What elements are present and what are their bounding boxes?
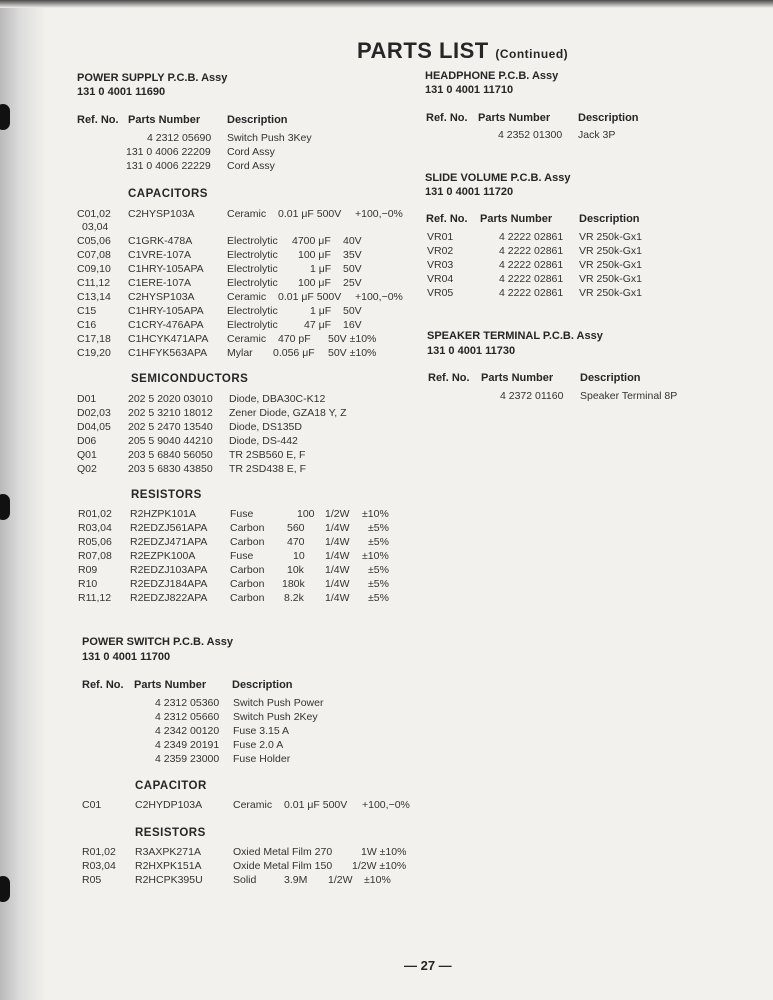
header-ref-no: Ref. No. [428,372,470,384]
table-cell: 1/4W [325,592,350,604]
table-cell: Ceramic [233,799,273,811]
table-cell: Electrolytic [227,235,278,247]
table-cell: Fuse [230,550,254,562]
table-cell: 4 2222 02861 [499,259,564,271]
table-cell: 4 2312 05660 [155,711,220,723]
table-cell: TR 2SB560 E, F [229,449,306,461]
speaker-terminal-title: SPEAKER TERMINAL P.C.B. Assy [427,330,603,342]
table-cell: VR 250k-Gx1 [579,287,643,299]
headphone-title: HEADPHONE P.C.B. Assy [425,70,559,82]
table-cell: 16V [343,319,362,331]
table-cell: VR01 [427,231,454,243]
table-cell: 1 μF [310,263,332,275]
table-cell: Q01 [77,449,97,461]
table-cell: R05,06 [78,536,112,548]
table-cell: +100,−0% [355,291,403,303]
table-cell: 131 0 4006 22209 [126,146,211,158]
table-cell: Carbon [230,592,265,604]
speaker-terminal-code: 131 0 4001 11730 [427,345,516,357]
table-cell: C05,06 [77,235,111,247]
header-parts-number: Parts Number [128,114,201,126]
table-cell: R2EDZJ561APA [130,522,208,534]
table-cell: 4 2222 02861 [499,287,564,299]
page-top-shadow [0,0,773,8]
table-cell: 100 μF [298,249,331,261]
table-cell: R03,04 [82,860,116,872]
table-cell: ±5% [368,522,389,534]
header-description: Description [227,114,288,126]
table-cell: 3.9M [284,874,308,886]
table-cell: VR 250k-Gx1 [579,231,643,243]
table-cell: C01 [82,799,102,811]
table-cell: VR 250k-Gx1 [579,259,643,271]
table-cell: 202 5 2020 03010 [128,393,213,405]
table-cell: Fuse Holder [233,753,291,765]
table-cell: R01,02 [78,508,112,520]
binder-hole [0,494,10,520]
table-cell: 100 [297,508,315,520]
table-cell: 0.01 μF 500V [278,208,342,220]
table-cell: ±10% [362,508,389,520]
table-cell: 10 [293,550,305,562]
table-cell: 40V [343,235,362,247]
table-cell: C11,12 [77,277,111,289]
table-cell: 203 5 6840 56050 [128,449,213,461]
table-cell: C1HRY-105APA [128,305,204,317]
slide-volume-code: 131 0 4001 11720 [425,186,514,198]
table-cell: 1/4W [325,550,350,562]
table-cell: R2EZPK100A [130,550,196,562]
table-cell: 560 [287,522,305,534]
binder-hole [0,104,10,130]
capacitors-heading: CAPACITORS [128,188,208,200]
slide-volume-title: SLIDE VOLUME P.C.B. Assy [425,172,571,184]
table-cell: 1/2W ±10% [352,860,407,872]
table-cell: Carbon [230,578,265,590]
table-cell: C1ERE-107A [128,277,192,289]
table-cell: 10k [287,564,304,576]
table-cell: 1/2W [325,508,350,520]
table-cell: 4 2312 05360 [155,697,220,709]
semiconductors-heading: SEMICONDUCTORS [131,373,249,385]
table-cell: R05 [82,874,102,886]
table-cell: 4 2372 01160 [500,390,564,402]
table-cell: 4 2359 23000 [155,753,220,765]
table-cell: 4 2222 02861 [499,273,564,285]
table-cell: 470 [287,536,305,548]
table-cell: R2EDZJ103APA [130,564,208,576]
binder-hole [0,876,10,902]
table-cell: C1HFYK563APA [128,347,208,359]
table-cell: C09,10 [77,263,111,275]
power-switch-code: 131 0 4001 11700 [82,651,171,663]
table-cell: C01,02 [77,208,111,220]
table-cell: ±5% [368,536,389,548]
table-cell: Zener Diode, GZA18 Y, Z [229,407,347,419]
table-cell: 1/2W [328,874,353,886]
table-cell: Q02 [77,463,97,475]
table-cell: 50V ±10% [328,347,377,359]
header-description: Description [579,213,640,225]
table-cell: ±5% [368,578,389,590]
table-cell: 4 2222 02861 [499,245,564,257]
table-cell: 4 2352 01300 [498,129,563,141]
table-cell: Fuse [230,508,254,520]
table-cell: R11,12 [78,592,112,604]
table-cell: Oxide Metal Film 150 [233,860,333,872]
table-cell: Diode, DS-442 [229,435,298,447]
table-cell: C15 [77,305,97,317]
table-cell: R2EDZJ184APA [130,578,208,590]
table-cell: ±10% [362,550,389,562]
table-cell: C2HYDP103A [135,799,203,811]
table-cell: R2EDZJ471APA [130,536,208,548]
table-cell: R01,02 [82,846,116,858]
table-cell: Oxied Metal Film 270 [233,846,333,858]
resistors-heading: RESISTORS [135,827,206,839]
table-cell: VR05 [427,287,454,299]
table-cell: 131 0 4006 22229 [126,160,211,172]
table-cell: R07,08 [78,550,112,562]
power-switch-title: POWER SWITCH P.C.B. Assy [82,636,233,648]
table-cell: 205 5 9040 44210 [128,435,213,447]
table-cell: R2HXPK151A [135,860,202,872]
capacitor-heading: CAPACITOR [135,780,207,792]
table-cell: R2EDZJ822APA [130,592,208,604]
table-cell: Ceramic [227,333,267,345]
table-cell: C2HYSP103A [128,208,195,220]
table-cell: 4 2349 20191 [155,739,220,751]
table-cell: Cord Assy [227,146,275,158]
table-cell: 470 pF [278,333,311,345]
table-cell: C07,08 [77,249,111,261]
table-cell: 4 2312 05690 [147,132,212,144]
table-cell: R2HZPK101A [130,508,196,520]
table-cell: Electrolytic [227,249,278,261]
table-cell: C2HYSP103A [128,291,195,303]
table-cell: Switch Push Power [233,697,324,709]
table-cell: C1CRY-476APA [128,319,204,331]
table-cell: C1GRK-478A [128,235,193,247]
table-cell: Electrolytic [227,263,278,275]
header-parts-number: Parts Number [480,213,553,225]
table-cell: 4 2222 02861 [499,231,564,243]
table-cell: 0.056 μF [273,347,315,359]
header-parts-number: Parts Number [134,679,207,691]
page-title: PARTS LIST (Continued) [357,38,569,63]
table-cell: 0.01 μF 500V [284,799,348,811]
page-number: — 27 — [404,958,452,973]
table-cell: D06 [77,435,97,447]
table-cell: C1HCYK471APA [128,333,209,345]
table-cell: VR 250k-Gx1 [579,245,643,257]
table-cell: 100 μF [298,277,331,289]
table-cell: 25V [343,277,362,289]
table-cell: Fuse 2.0 A [233,739,284,751]
table-cell: 203 5 6830 43850 [128,463,213,475]
table-cell: Fuse 3.15 A [233,725,290,737]
table-cell: C1HRY-105APA [128,263,204,275]
table-cell: Cord Assy [227,160,275,172]
table-cell: VR04 [427,273,454,285]
table-cell: Electrolytic [227,305,278,317]
table-cell: 202 5 3210 18012 [128,407,213,419]
table-cell: 1/4W [325,536,350,548]
table-cell: VR03 [427,259,454,271]
table-cell: TR 2SD438 E, F [229,463,307,475]
header-ref-no: Ref. No. [82,679,124,691]
table-cell: VR02 [427,245,454,257]
table-cell: Carbon [230,564,265,576]
table-cell: ±5% [368,592,389,604]
header-ref-no: Ref. No. [426,213,468,225]
header-ref-no: Ref. No. [77,114,119,126]
table-cell: 1 μF [310,305,332,317]
header-ref-no: Ref. No. [426,112,468,124]
table-cell: VR 250k-Gx1 [579,273,643,285]
table-cell: R03,04 [78,522,112,534]
headphone-code: 131 0 4001 11710 [425,84,514,96]
table-cell: 8.2k [284,592,304,604]
table-cell: 50V [343,305,362,317]
table-cell: C1VRE-107A [128,249,192,261]
table-cell: Carbon [230,536,265,548]
table-cell: D02,03 [77,407,111,419]
table-cell: +100,−0% [362,799,410,811]
table-cell: 1/4W [325,578,350,590]
table-cell: R3AXPK271A [135,846,201,858]
table-cell: Speaker Terminal 8P [580,390,678,402]
table-cell: Jack 3P [578,129,616,141]
table-cell: R2HCPK395U [135,874,203,886]
resistors-heading: RESISTORS [131,489,202,501]
table-cell: Solid [233,874,257,886]
table-cell: Ceramic [227,208,267,220]
table-cell: C16 [77,319,97,331]
table-cell: Carbon [230,522,265,534]
table-cell: Electrolytic [227,277,278,289]
table-cell: 4700 μF [292,235,331,247]
table-cell: C19,20 [77,347,111,359]
table-cell: 1/4W [325,522,350,534]
table-cell: 03,04 [82,221,109,233]
table-cell: 1/4W [325,564,350,576]
header-description: Description [580,372,641,384]
table-cell: +100,−0% [355,208,403,220]
table-cell: 50V ±10% [328,333,377,345]
table-cell: C13,14 [77,291,111,303]
table-cell: Electrolytic [227,319,278,331]
table-cell: 4 2342 00120 [155,725,220,737]
table-cell: Switch Push 3Key [227,132,312,144]
table-cell: ±10% [364,874,391,886]
table-cell: 50V [343,263,362,275]
table-cell: Diode, DBA30C-K12 [229,393,326,405]
table-cell: R10 [78,578,98,590]
header-description: Description [578,112,639,124]
table-cell: 35V [343,249,362,261]
power-supply-title: POWER SUPPLY P.C.B. Assy [77,72,228,84]
table-cell: Ceramic [227,291,267,303]
table-cell: R09 [78,564,98,576]
table-cell: Diode, DS135D [229,421,302,433]
table-cell: 202 5 2470 13540 [128,421,213,433]
table-cell: 0.01 μF 500V [278,291,342,303]
table-cell: ±5% [368,564,389,576]
header-description: Description [232,679,293,691]
header-parts-number: Parts Number [481,372,554,384]
table-cell: D01 [77,393,97,405]
table-cell: D04,05 [77,421,111,433]
table-cell: 47 μF [304,319,332,331]
table-cell: 1W ±10% [361,846,407,858]
table-cell: Mylar [227,347,253,359]
header-parts-number: Parts Number [478,112,551,124]
table-cell: 180k [282,578,305,590]
table-cell: C17,18 [77,333,111,345]
table-cell: Switch Push 2Key [233,711,318,723]
power-supply-code: 131 0 4001 11690 [77,86,166,98]
